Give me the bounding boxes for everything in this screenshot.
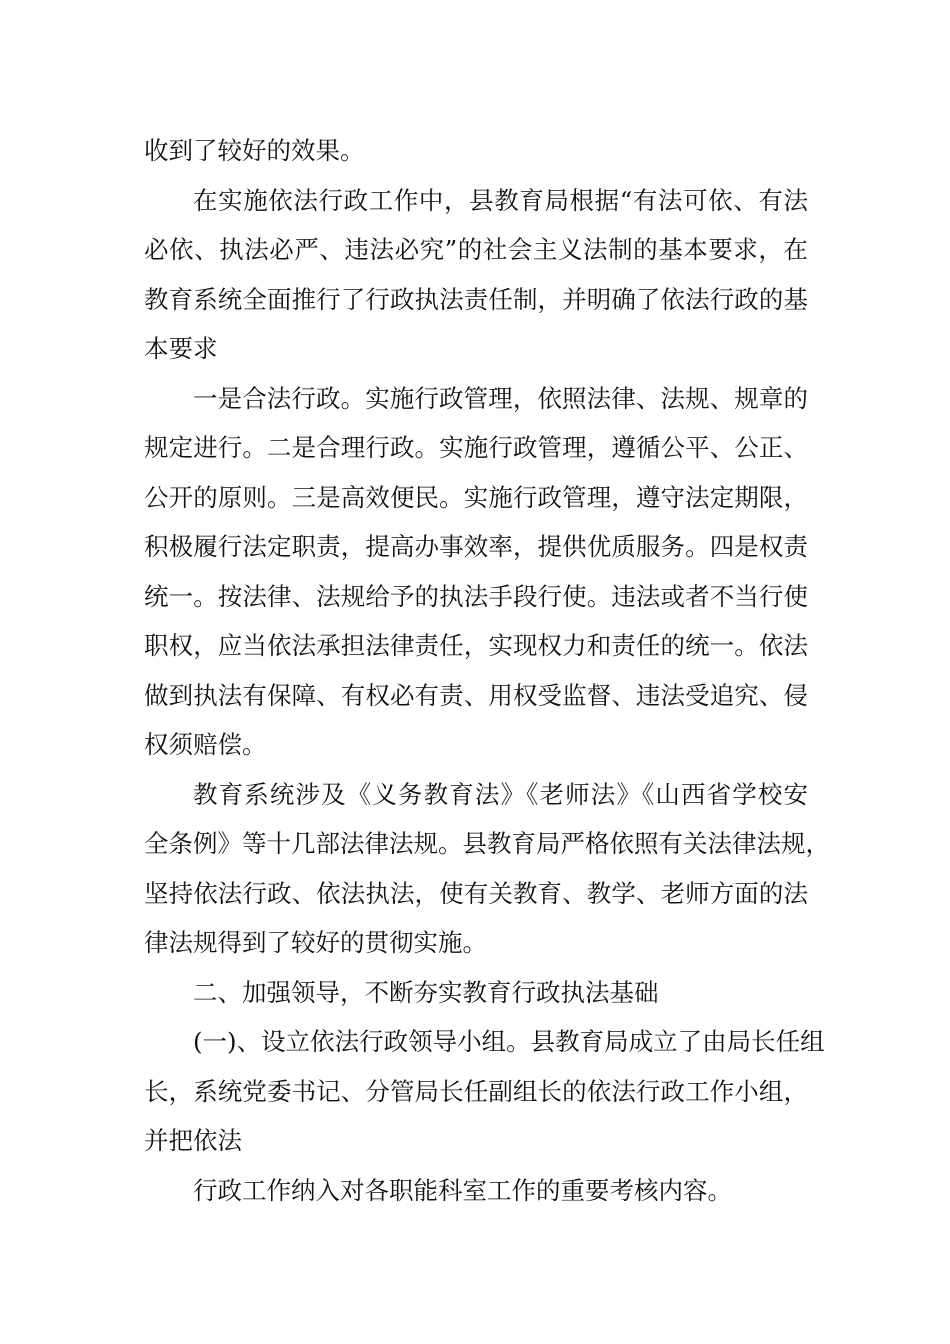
text-line: 职权，应当依法承担法律责任，实现权力和责任的统一。依法 xyxy=(144,631,808,660)
text-line: 教育系统全面推行了行政执法责任制，并明确了依法行政的基 xyxy=(144,284,808,314)
paragraph-first-line: (一)、设立依法行政领导小组。县教育局成立了由局长任组 xyxy=(193,1027,825,1056)
text-line: 规定进行。二是合理行政。实施行政管理，遵循公平、公正、 xyxy=(144,433,808,462)
paragraph-first-line: 在实施依法行政工作中，县教育局根据“有法可依、有法 xyxy=(193,185,808,215)
text-line: 并把依法 xyxy=(144,1126,242,1155)
paragraph-first-line: 一是合法行政。实施行政管理，依照法律、法规、规章的 xyxy=(193,383,808,413)
paragraph-first-line: 教育系统涉及《义务教育法》《老师法》《山西省学校安 xyxy=(193,779,808,809)
text-line: 收到了较好的效果。 xyxy=(144,136,365,165)
text-line: 必依、执法必严、违法必究”的社会主义法制的基本要求，在 xyxy=(144,235,808,264)
text-line: 统一。按法律、法规给予的执法手段行使。违法或者不当行使 xyxy=(144,581,808,611)
text-line: 权须赔偿。 xyxy=(144,730,267,759)
text-line: 公开的原则。三是高效便民。实施行政管理，遵守法定期限， xyxy=(144,482,808,512)
text-line: 做到执法有保障、有权必有责、用权受监督、违法受追究、侵 xyxy=(144,680,808,710)
text-line: 长，系统党委书记、分管局长任副组长的依法行政工作小组， xyxy=(144,1076,808,1106)
text-line: 坚持依法行政、依法执法，使有关教育、教学、老师方面的法 xyxy=(144,878,808,908)
text-line: 律法规得到了较好的贯彻实施。 xyxy=(144,928,487,957)
text-line: 全条例》等十几部法律法规。县教育局严格依照有关法律法规， xyxy=(144,829,830,858)
document-body xyxy=(144,126,830,1215)
text-line: 本要求 xyxy=(144,334,218,363)
section-heading: 二、加强领导，不断夯实教育行政执法基础 xyxy=(193,977,659,1007)
paragraph-first-line: 行政工作纳入对各职能科室工作的重要考核内容。 xyxy=(193,1175,732,1205)
text-line: 积极履行法定职责，提高办事效率，提供优质服务。四是权责 xyxy=(144,532,808,561)
